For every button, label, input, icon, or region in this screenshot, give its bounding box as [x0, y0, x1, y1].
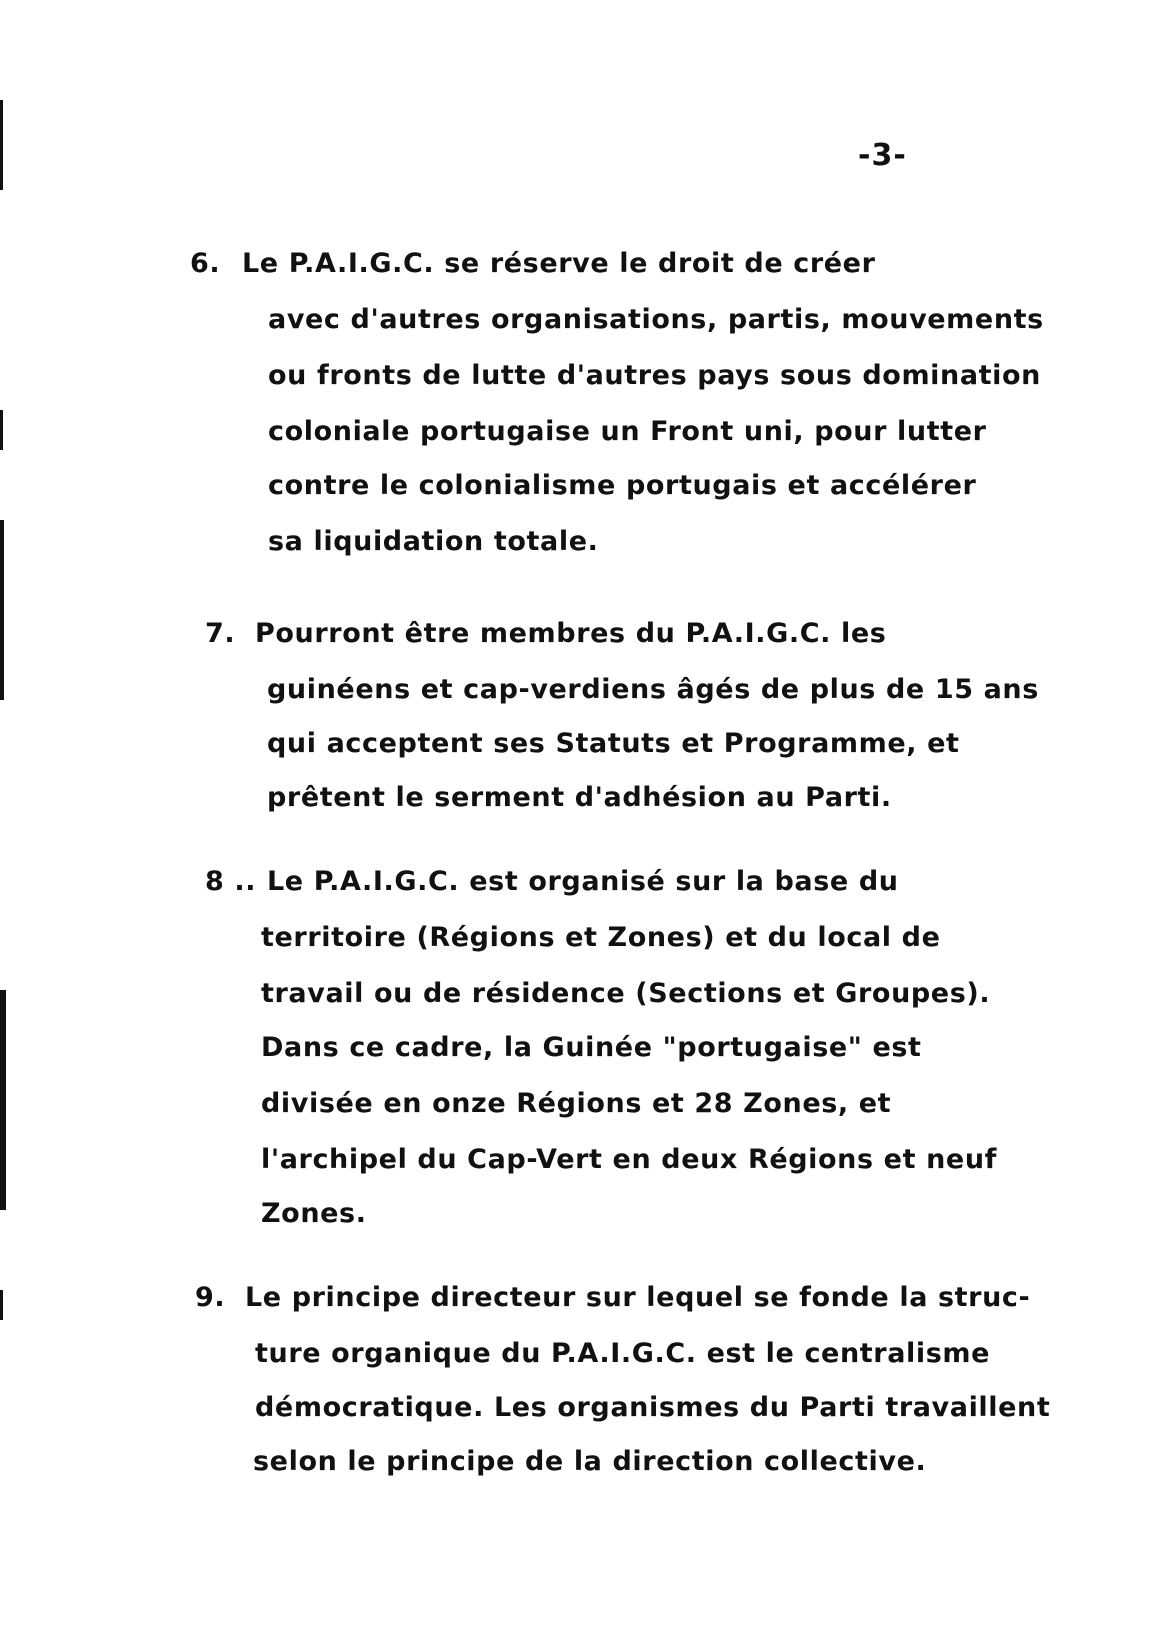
paragraph-number: 7. [205, 618, 236, 649]
paragraph-line: ture organique du P.A.I.G.C. est le centralisme [255, 1338, 991, 1369]
paragraph-line: selon le principe de la direction collective. [253, 1446, 927, 1477]
paragraph-8 [205, 866, 1105, 1246]
paragraph-line: Le principe directeur sur lequel se fonde la struc- [245, 1282, 1031, 1313]
paragraph-number: 6. [190, 248, 221, 279]
paragraph-6 [190, 248, 1090, 578]
paragraph-line: avec d'autres organisations, partis, mouvements [268, 304, 1044, 335]
paragraph-line: coloniale portugaise un Front uni, pour lutter [268, 416, 987, 447]
paragraph-line: prêtent le serment d'adhésion au Parti. [267, 782, 892, 813]
scan-edge-mark [0, 990, 6, 1210]
paragraph-line: Pourront être membres du P.A.I.G.C. les [255, 618, 887, 649]
paragraph-9 [195, 1282, 1115, 1502]
paragraph-line: Zones. [261, 1198, 367, 1229]
paragraph-line: qui acceptent ses Statuts et Programme, et [267, 728, 960, 759]
paragraph-number: 9. [195, 1282, 226, 1313]
paragraph-line: travail ou de résidence (Sections et Groupes). [261, 978, 991, 1009]
paragraph-line: démocratique. Les organismes du Parti travaillent [255, 1392, 1051, 1423]
paragraph-line: Le P.A.I.G.C. est organisé sur la base du [267, 866, 899, 897]
scan-edge-mark [0, 410, 3, 450]
paragraph-7 [205, 618, 1105, 838]
paragraph-number: 8 .. [205, 866, 257, 897]
paragraph-line: guinéens et cap-verdiens âgés de plus de 15 ans [267, 674, 1039, 705]
scan-edge-mark [0, 1290, 3, 1320]
scan-edge-mark [0, 520, 4, 700]
paragraph-line: divisée en onze Régions et 28 Zones, et [261, 1088, 892, 1119]
paragraph-line: Dans ce cadre, la Guinée "portugaise" est [261, 1032, 922, 1063]
paragraph-line: Le P.A.I.G.C. se réserve le droit de créer [242, 248, 876, 279]
paragraph-line: territoire (Régions et Zones) et du local de [261, 922, 941, 953]
scan-edge-mark [0, 100, 3, 190]
paragraph-line: contre le colonialisme portugais et accélérer [268, 470, 977, 501]
paragraph-line: ou fronts de lutte d'autres pays sous domination [268, 360, 1042, 391]
page-number: -3- [858, 138, 907, 173]
paragraph-line: sa liquidation totale. [268, 526, 599, 557]
paragraph-line: l'archipel du Cap-Vert en deux Régions et neuf [261, 1144, 997, 1175]
